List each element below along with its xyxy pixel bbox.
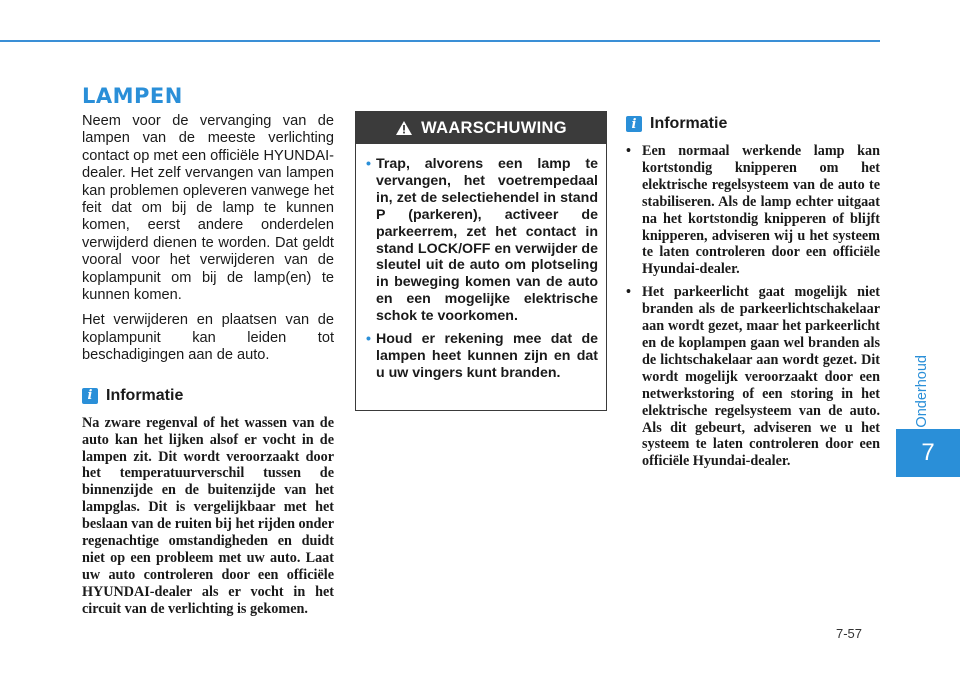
intro-paragraph: Neem voor de vervanging van de lampen van de meeste verlichting contact op met een officiële HYUNDAI-dealer. Het zelf vervangen van lampen kan problemen opleveren vanwege het feit dat om bij de lamp te kunnen komen, eerst andere onderdelen verwijderd dienen te worden. Dat geldt vooral voor het verwijderen van de koplampunit om bij de lamp(en) te kunnen komen. <box>82 113 334 304</box>
warning-header <box>356 112 606 144</box>
warning-box <box>355 111 607 411</box>
chapter-label: Onderhoud <box>914 355 930 428</box>
warning-item: • Houd er rekening mee dat de lampen heet kunnen zijn en dat u uw vingers kunt branden. <box>366 331 598 382</box>
info-list-item: • Het parkeerlicht gaat mogelijk niet branden als de parkeerlichtschakelaar aan wordt gezet, maar het parkeerlicht en de koplampen gaan wel branden als de lichtschakelaar aan wordt gezet. Dit wordt mogelijk veroorzaakt door een netwerkstoring of een storing in het elektrische regelsysteem van de auto. Als dit gebeurt, adviseren we u het systeem te laten controleren door een officiële Hyundai-dealer. <box>626 284 880 470</box>
warning-item: • Trap, alvorens een lamp te vervangen, het voetrempedaal in, zet de selectiehendel in stand P (parkeren), activeer de parkeerrem, zet het contact in stand LOCK/OFF en verwijder de sleutel uit de auto om plotseling in beweging komen van de auto en een mogelijke elektrische schok te voorkomen. <box>366 156 598 325</box>
top-rule <box>0 40 880 42</box>
page-number: 7-57 <box>836 626 863 641</box>
info-icon: i <box>82 388 98 404</box>
warning-triangle-icon <box>395 120 413 136</box>
info-text: Na zware regenval of het wassen van de auto kan het lijken alsof er vocht in de lampen zit. Dit wordt veroorzaakt door het temperatuurverschil tussen de binnenzijde en de buitenzijde van het lampglas. Dit is vergelijkbaar met het beslaan van de ruiten bij het rijden onder regenachtige omstandigheden en duidt niet op een probleem met uw auto. Laat uw auto controleren door een officiële HYUNDAI-dealer als er vocht in het circuit van de verlichting is gekomen. <box>82 414 334 617</box>
chapter-number-tab: 7 <box>896 429 960 477</box>
warning-list <box>356 144 606 382</box>
info-title: Informatie <box>106 386 184 404</box>
info-list-item: • Een normaal werkende lamp kan kortstondig knipperen om het elektrische regelsysteem van de auto te stabiliseren. Als de lamp echter uitgaat na het kortstondig knipperen of blijft knipperen, adviseren wij u het systeem te laten controleren door een officiële Hyundai-dealer. <box>626 143 880 278</box>
info-icon: i <box>626 116 642 132</box>
left-column <box>82 113 334 618</box>
section-title: LAMPEN <box>82 84 183 108</box>
info-heading-right <box>626 113 880 135</box>
info-title: Informatie <box>650 115 728 132</box>
warning-title: WAARSCHUWING <box>421 118 567 137</box>
caution-paragraph: Het verwijderen en plaatsen van de koplampunit kan leiden tot beschadigingen aan de auto. <box>82 312 334 364</box>
right-column <box>626 113 880 476</box>
info-heading-left <box>82 385 334 407</box>
info-list <box>626 143 880 470</box>
